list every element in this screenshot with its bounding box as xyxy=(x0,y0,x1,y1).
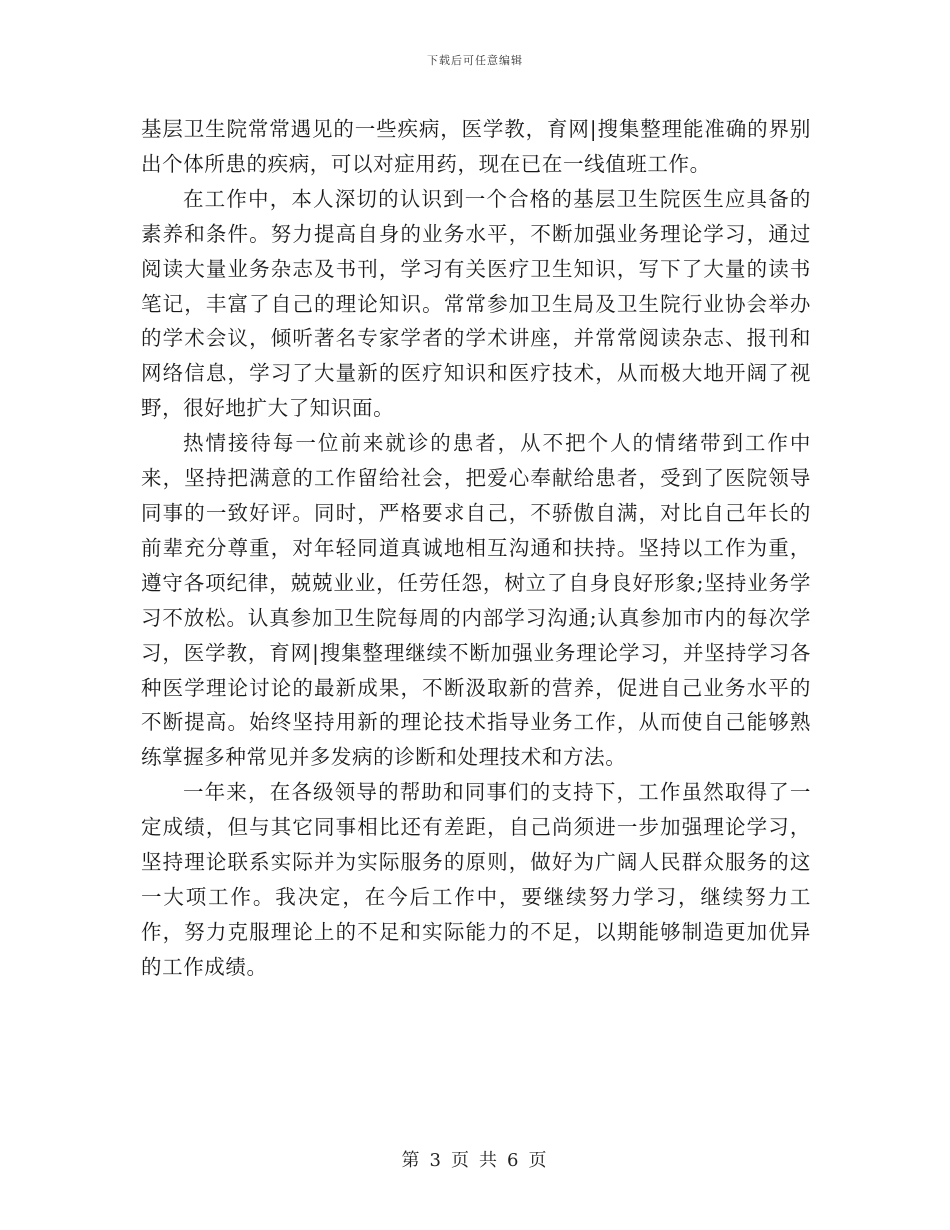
footer-page-unit: 页 xyxy=(451,1150,471,1171)
paragraph-1: 基层卫生院常常遇见的一些疾病，医学教，育网|搜集整理能准确的界别出个体所患的疾病，可以对症用药，现在已在一线值班工作。 xyxy=(141,117,811,176)
page-header: 下载后可任意编辑 xyxy=(427,54,523,67)
document-body xyxy=(141,112,811,985)
footer-current-page: 3 xyxy=(429,1150,443,1171)
paragraph-4: 一年来，在各级领导的帮助和同事们的支持下，工作虽然取得了一定成绩，但与其它同事相比还有差距，自己尚须进一步加强理论学习，坚持理论联系实际并为实际服务的原则，做好为广阔人民群众服务的这一大项工作。我决定，在今后工作中，要继续努力学习，继续努力工作，努力克服理论上的不足和实际能力的不足，以期能够制造更加优异的工作成绩。 xyxy=(141,780,811,979)
footer-total-pages: 6 xyxy=(507,1150,521,1171)
footer-total-label: 共 xyxy=(479,1150,499,1171)
page-number-footer xyxy=(0,1146,950,1172)
footer-page-label: 第 xyxy=(401,1150,422,1171)
footer-total-unit: 页 xyxy=(528,1150,549,1171)
paragraph-3: 热情接待每一位前来就诊的患者，从不把个人的情绪带到工作中来，坚持把满意的工作留给社会，把爱心奉献给患者，受到了医院领导同事的一致好评。同时，严格要求自己，不骄傲自满，对比自己年长的前辈充分尊重，对年轻同道真诚地相互沟通和扶持。坚持以工作为重，遵守各项纪律，兢兢业业，任劳任怨，树立了自身良好形象;坚持业务学习不放松。认真参加卫生院每周的内部学习沟通;认真参加市内的每次学习，医学教，育网|搜集整理继续不断加强业务理论学习，并坚持学习各种医学理论讨论的最新成果，不断汲取新的营养，促进自己业务水平的不断提高。始终坚持用新的理论技术指导业务工作，从而使自己能够熟练掌握多种常见并多发病的诊断和处理技术和方法。 xyxy=(141,431,811,770)
paragraph-2: 在工作中，本人深切的认识到一个合格的基层卫生院医生应具备的素养和条件。努力提高自身的业务水平，不断加强业务理论学习，通过阅读大量业务杂志及书刊，学习有关医疗卫生知识，写下了大量的读书笔记，丰富了自己的理论知识。常常参加卫生局及卫生院行业协会举办的学术会议，倾听著名专家学者的学术讲座，并常常阅读杂志、报刊和网络信息，学习了大量新的医疗知识和医疗技术，从而极大地开阔了视野，很好地扩大了知识面。 xyxy=(141,186,811,421)
